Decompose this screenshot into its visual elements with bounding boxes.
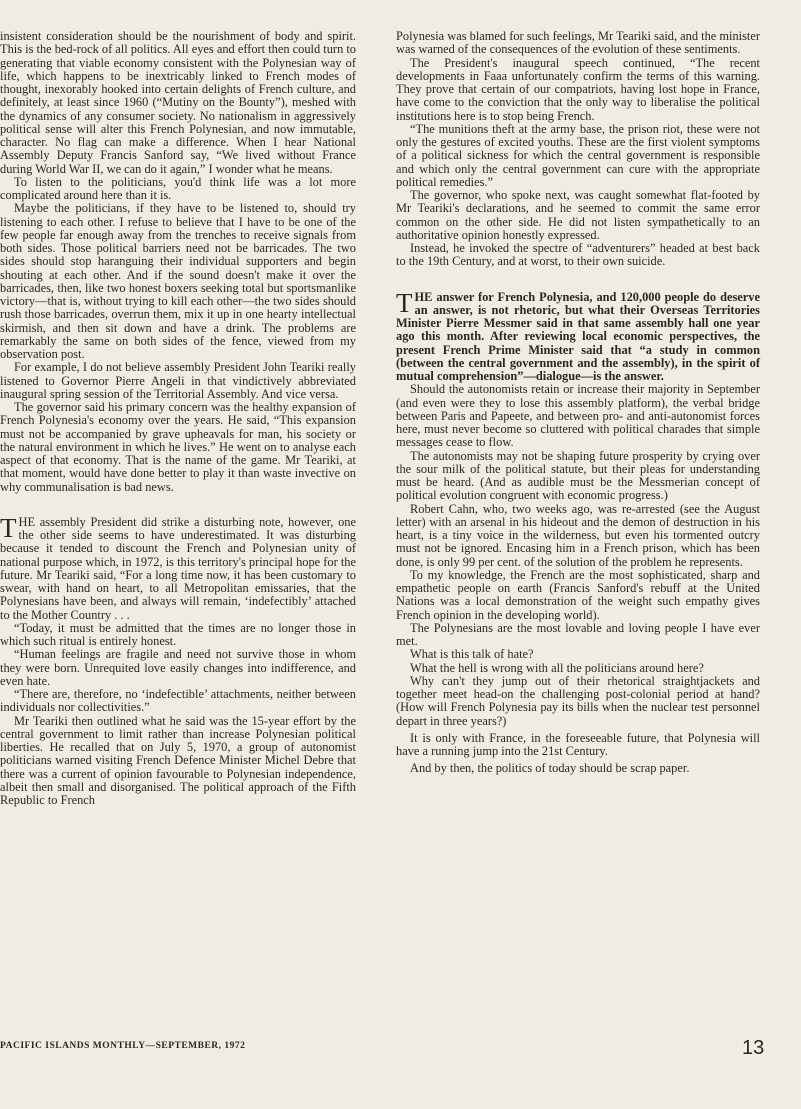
- paragraph: Mr Teariki then outlined what he said was the 15-year effort by the central government to limit rather than increase Polynesian political liberties. He recalled that on July 5, 1970, a group of autonomist politicians warned visiting French Defence Minister Michel Debre that there was a current of opinion favourable to Polynesian independence, albeit then small and disorganised. The political approach of the Fifth Republic to French: [0, 713, 356, 807]
- paragraph: To my knowledge, the French are the most sophisticated, sharp and empathetic people on earth (Francis Sanford's rebuff at the United Nations was a local demonstration of the weight such empathy gives French opinion in the developing world).: [396, 567, 760, 622]
- paragraph: “The munitions theft at the army base, the prison riot, these were not only the gestures of excited youths. These are the first violent symptoms of a political sickness for which the central government is responsible and which only the central government can cure with the appropriate political remedies.”: [396, 121, 760, 189]
- paragraph: For example, I do not believe assembly President John Teariki really listened to Governor Pierre Angeli in that vindictively abbreviated inaugural spring session of the Territorial Assembly. And vice versa.: [0, 360, 356, 401]
- paragraph: It is only with France, in the foreseeable future, that Polynesia will have a running jump into the 21st Century.: [396, 730, 760, 758]
- paragraph: The Polynesians are the most lovable and loving people I have ever met.: [396, 620, 760, 648]
- page-number: 13: [742, 1037, 765, 1059]
- paragraph: The President's inaugural speech continued, “The recent developments in Faaa unfortunately confirm the terms of this warning. They prove that certain of our compatriots, having lost hope in France, have come to the conviction that the only way to liberalise the political institutions here is to stop being French.: [396, 55, 760, 123]
- section-lead-paragraph: [396, 287, 760, 384]
- paragraph: The governor, who spoke next, was caught somewhat flat-footed by Mr Teariki's declarations, and he seemed to commit the same error common on the other side. He did not listen sympathetically to an authoritative opinion honestly expressed.: [396, 188, 760, 242]
- paragraph: Maybe the politicians, if they have to be listened to, should try listening to each other. I refuse to believe that I have to be one of the few people far enough away from the trenches to receive signals from both sides. Those political barriers need not be barricades. The two sides should stop haranguing their individual supporters and begin shouting at each other. And if the sound doesn't make it over the barricades, then, like two honest boxers seeking total but sportsmanlike victory—that is, without trying to kill each other—the two sides should rush those barricades, overrun them, mix it up in one hearty intellectual skirmish, and then sit down and have a drink. The problems are remarkably the same on both sides of the fence, viewed from my observation post.: [0, 201, 356, 361]
- paragraph-text: answer for French Polynesia, and 120,000 people do deserve an answer, is not rhetoric, but what their Overseas Territories Minister Pierre Messmer said in that same assembly hall one year ago this month. After reviewing local economic perspectives, the present French Prime Minister said that “a study in common (between the central government and the assembly), in the spirit of mutual comprehension”—dialogue—is the answer.: [396, 289, 760, 383]
- publication-footer: PACIFIC ISLANDS MONTHLY—SEPTEMBER, 1972: [0, 1041, 246, 1051]
- paragraph: “Human feelings are fragile and need not survive those in whom they were born. Unrequited love easily changes into indifference, and even hate.: [0, 647, 356, 688]
- paragraph: What the hell is wrong with all the politicians around here?: [410, 660, 704, 675]
- left-column: [0, 30, 356, 807]
- paragraph: Should the autonomists retain or increase their majority in September (and even were they to lose this assembly platform), the verbal bridge between Paris and Papeete, and between pro- and anti-autonomist forces here, must never become so cluttered with political charades that simple messages cease to flow.: [396, 382, 760, 450]
- paragraph: Polynesia was blamed for such feelings, Mr Teariki said, and the minister was warned of the consequences of the evolution of these sentiments.: [396, 29, 760, 57]
- paragraph: And by then, the politics of today should be scrap paper.: [410, 761, 690, 776]
- paragraph: The autonomists may not be shaping future prosperity by crying over the sour milk of the political statute, but their pleas for understanding must be heard. (And as audible must be the Messmerian concept of political evolution congruent with economic progress.): [396, 448, 760, 503]
- drop-cap: T: [396, 287, 413, 318]
- paragraph-text: assembly President did strike a disturbing note, however, one the other side seems to have underestimated. It was disturbing because it tended to discount the French and Polynesian unity of national purpose which, in 1972, is this territory's principal hope for the future. Mr Teariki said, “For a long time now, it has been customary to swear, with hand on heart, to all Metropolitan emissaries, that the Polynesians have been, and always will remain, ‘indefectibly’ attached to the Mother Country . . .: [0, 514, 356, 622]
- section-lead-paragraph: [0, 512, 356, 622]
- paragraph: “There are, therefore, no ‘indefectible’ attachments, neither between individuals nor collectivities.”: [0, 687, 356, 715]
- paragraph: Instead, he invoked the spectre of “adventurers” headed at best back to the 19th Century, and at worst, to their own suicide.: [396, 241, 760, 269]
- paragraph: Why can't they jump out of their rhetorical straightjackets and together meet head-on the challenging post-colonial period at hand? (How will French Polynesia pay its bills when the nuclear test personnel depart in three years?): [396, 673, 760, 728]
- small-caps-lead: HE: [414, 289, 433, 304]
- paragraph: “Today, it must be admitted that the times are no longer those in which such ritual is entirely honest.: [0, 620, 356, 648]
- right-column: [396, 30, 760, 776]
- paragraph: insistent consideration should be the nourishment of body and spirit. This is the bed-rock of all politics. All eyes and effort then could turn to generating that viable economy consistent with the Polynesian way of life, which happens to be inextricably linked to French modes of thought, inexorably hooked into certain delights of French culture, and definitely, at least since 1960 (“Mutiny on the Bounty”), meshed with the dynamics of any consumer society. No nationalism in aggressively political sense will alter this French Polynesian, and now immutable, character. No flag can make a difference. When I hear National Assembly Deputy Francis Sanford say, “We lived without France during World War II, we can do it again,” I wonder what he means.: [0, 29, 356, 176]
- drop-cap: T: [0, 512, 17, 543]
- paragraph: To listen to the politicians, you'd think life was a lot more complicated around here than it is.: [0, 174, 356, 202]
- paragraph: The governor said his primary concern was the healthy expansion of French Polynesia's economy over the years. He said, “This expansion must not be accompanied by grave upheavals for man, his society or the natural environment in which he lives.” He went on to analyse each aspect of that economy. That is the name of the game. Mr Teariki, at that moment, would have done better to play it than waste invective on why communalisation is bad news.: [0, 400, 356, 494]
- paragraph: Robert Cahn, who, two weeks ago, was re-arrested (see the August letter) with an arsenal in his hideout and the demon of destruction in his heart, is a tiny voice in the wilderness, but even his tormented outcry must not be ignored. Encasing him in a French prison, which has been done, is only 99 per cent. of the solution of the problem he represents.: [396, 501, 760, 569]
- small-caps-lead: HE: [18, 514, 36, 529]
- paragraph: What is this talk of hate?: [410, 647, 534, 662]
